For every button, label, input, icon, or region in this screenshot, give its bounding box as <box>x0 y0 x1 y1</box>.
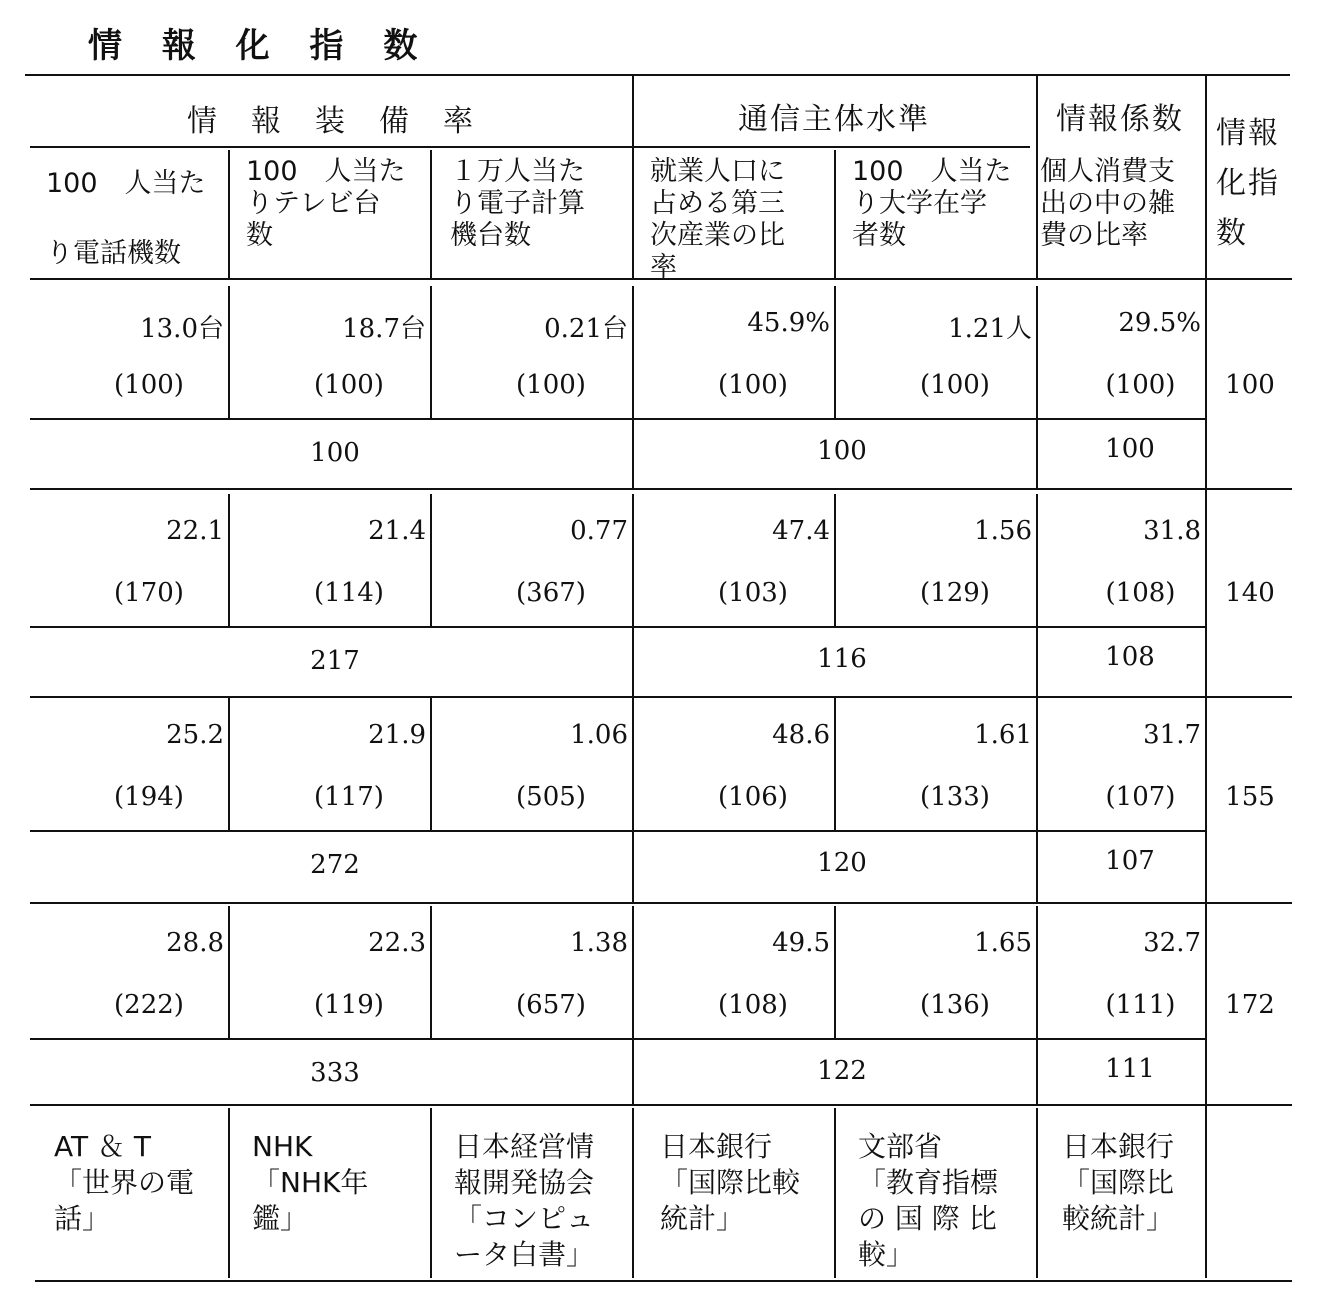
source-1: 「世界の電 <box>54 1166 195 1199</box>
column-divider <box>228 150 230 278</box>
source-2: NHK <box>252 1130 313 1163</box>
group-header-index: 化指 <box>1216 166 1280 201</box>
index-cell: (100) <box>718 370 788 400</box>
index-cell: (505) <box>516 782 586 812</box>
value-cell: 31.7 <box>1143 720 1201 750</box>
value-cell: 22.1 <box>166 516 224 546</box>
index-cell: (367) <box>516 578 586 608</box>
source-4: 日本銀行 <box>660 1130 773 1163</box>
value-cell: 0.77 <box>570 516 628 546</box>
value-cell: 32.7 <box>1143 928 1201 958</box>
table-top-rule <box>25 74 1290 76</box>
source-3: 日本経営情 <box>454 1130 595 1163</box>
index-cell: (114) <box>314 578 384 608</box>
index-cell: (170) <box>114 578 184 608</box>
index-cell: (129) <box>920 578 990 608</box>
column-header-3: １万人当た <box>450 156 585 187</box>
subtotal-communication: 100 <box>817 436 867 466</box>
index-cell: (103) <box>718 578 788 608</box>
source-divider <box>1036 1108 1038 1278</box>
value-cell: 13.0台 <box>140 314 224 344</box>
column-header-5: 者数 <box>852 220 906 251</box>
value-cell: 45.9% <box>747 308 830 338</box>
index-cell: (119) <box>314 990 384 1020</box>
index-cell: (117) <box>314 782 384 812</box>
source-divider <box>1205 1108 1207 1278</box>
source-divider <box>632 1108 634 1278</box>
subtotal-divider <box>632 830 634 902</box>
subtotal-divider <box>632 1038 634 1104</box>
subtotal-divider <box>632 626 634 696</box>
value-cell: 48.6 <box>772 720 830 750</box>
row-bottom-rule <box>30 902 1292 904</box>
index-cell: (133) <box>920 782 990 812</box>
index-cell: (100) <box>1105 370 1176 400</box>
information-index-value: 172 <box>1225 990 1275 1020</box>
subtotal-communication: 116 <box>817 644 867 674</box>
column-divider <box>430 150 432 278</box>
index-cell: (657) <box>516 990 586 1020</box>
subtotal-coefficient: 111 <box>1105 1054 1155 1084</box>
index-cell: (136) <box>920 990 990 1020</box>
subtotal-rule <box>30 626 1205 628</box>
value-cell: 28.8 <box>166 928 224 958</box>
index-cell: (106) <box>718 782 788 812</box>
index-cell: (194) <box>114 782 184 812</box>
column-header-4: 次産業の比 <box>650 220 785 251</box>
source-divider <box>834 1108 836 1278</box>
column-divider <box>1036 150 1038 278</box>
subtotal-rule <box>30 830 1205 832</box>
value-cell: 18.7台 <box>342 314 426 344</box>
value-cell: 21.9 <box>368 720 426 750</box>
index-cell: (100) <box>516 370 586 400</box>
value-cell: 1.06 <box>570 720 628 750</box>
information-index-value: 140 <box>1225 578 1275 608</box>
index-cell: (100) <box>920 370 990 400</box>
column-header-1: 100 人当た <box>46 168 206 199</box>
group-header-index: 数 <box>1216 216 1248 251</box>
subtotal-equipment: 333 <box>310 1058 360 1088</box>
value-cell: 1.38 <box>570 928 628 958</box>
value-cell: 47.4 <box>772 516 830 546</box>
information-index-value: 155 <box>1225 782 1275 812</box>
page-title: 情 報 化 指 数 <box>88 26 432 66</box>
value-cell: 21.4 <box>368 516 426 546</box>
source-6: 較統計」 <box>1062 1202 1175 1235</box>
source-3: 報開発協会 <box>454 1166 595 1199</box>
subtotal-communication: 120 <box>817 848 867 878</box>
subtotal-divider <box>632 418 634 488</box>
source-1: 話」 <box>54 1202 111 1235</box>
index-cell: (108) <box>718 990 788 1020</box>
column-header-5: り大学在学 <box>852 188 987 219</box>
source-4: 統計」 <box>660 1202 745 1235</box>
subtotal-equipment: 100 <box>310 438 360 468</box>
column-header-4: 就業人口に <box>650 156 785 187</box>
column-divider <box>834 150 836 278</box>
row-bottom-rule <box>30 696 1292 698</box>
value-cell: 25.2 <box>166 720 224 750</box>
source-3: ータ白書」 <box>454 1238 595 1271</box>
group-header-rule <box>30 146 1030 148</box>
index-cell: (107) <box>1105 782 1176 812</box>
column-header-4: 率 <box>650 252 677 283</box>
source-2: 鑑」 <box>252 1202 309 1235</box>
subtotal-rule <box>30 418 1205 420</box>
column-header-6: 費の比率 <box>1040 220 1148 251</box>
source-divider <box>430 1108 432 1278</box>
group-header-index: 情報 <box>1216 116 1280 151</box>
column-header-2: りテレビ台 <box>246 188 381 219</box>
source-6: 「国際比 <box>1062 1166 1175 1199</box>
source-2: 「NHK年 <box>252 1166 369 1199</box>
value-cell: 31.8 <box>1143 516 1201 546</box>
subtotal-coefficient: 100 <box>1105 434 1155 464</box>
column-header-4: 占める第三 <box>650 188 785 219</box>
subtotal-coefficient: 107 <box>1105 846 1155 876</box>
source-5: 「教育指標 <box>858 1166 999 1199</box>
source-4: 「国際比較 <box>660 1166 801 1199</box>
group-header-coefficient: 情報係数 <box>1056 102 1184 137</box>
subtotal-coefficient: 108 <box>1105 642 1155 672</box>
value-cell: 49.5 <box>772 928 830 958</box>
column-header-6: 個人消費支 <box>1040 156 1175 187</box>
information-index-value: 100 <box>1225 370 1275 400</box>
column-divider <box>632 150 634 278</box>
index-cell: (111) <box>1105 990 1176 1020</box>
index-cell: (100) <box>114 370 184 400</box>
source-divider <box>228 1108 230 1278</box>
group-header-equipment: 情 報 装 備 率 <box>187 104 475 139</box>
source-5: 較」 <box>858 1238 915 1271</box>
group-header-communication: 通信主体水準 <box>738 102 930 137</box>
subtotal-equipment: 272 <box>310 850 360 880</box>
subtotal-equipment: 217 <box>310 646 360 676</box>
column-header-3: 機台数 <box>450 220 531 251</box>
value-cell: 0.21台 <box>544 314 628 344</box>
row-bottom-rule <box>30 1104 1292 1106</box>
row-bottom-rule <box>30 488 1292 490</box>
source-3: 「コンピュ <box>454 1202 595 1235</box>
column-header-1: り電話機数 <box>46 238 181 269</box>
subtotal-communication: 122 <box>817 1056 867 1086</box>
column-header-2: 100 人当た <box>246 156 406 187</box>
value-cell: 1.65 <box>974 928 1032 958</box>
value-cell: 1.56 <box>974 516 1032 546</box>
index-cell: (222) <box>114 990 184 1020</box>
column-header-3: り電子計算 <box>450 188 585 219</box>
source-1: AT ＆ T <box>54 1130 151 1163</box>
value-cell: 1.21人 <box>948 314 1032 344</box>
index-cell: (100) <box>314 370 384 400</box>
table-bottom-rule <box>35 1280 1292 1282</box>
index-cell: (108) <box>1105 578 1176 608</box>
column-header-2: 数 <box>246 220 273 251</box>
value-cell: 29.5% <box>1118 308 1201 338</box>
source-5: 文部省 <box>858 1130 943 1163</box>
subtotal-rule <box>30 1038 1205 1040</box>
value-cell: 1.61 <box>974 720 1032 750</box>
source-6: 日本銀行 <box>1062 1130 1175 1163</box>
column-header-5: 100 人当た <box>852 156 1012 187</box>
value-cell: 22.3 <box>368 928 426 958</box>
column-header-6: 出の中の雑 <box>1040 188 1175 219</box>
source-5: の 国 際 比 <box>858 1202 997 1235</box>
